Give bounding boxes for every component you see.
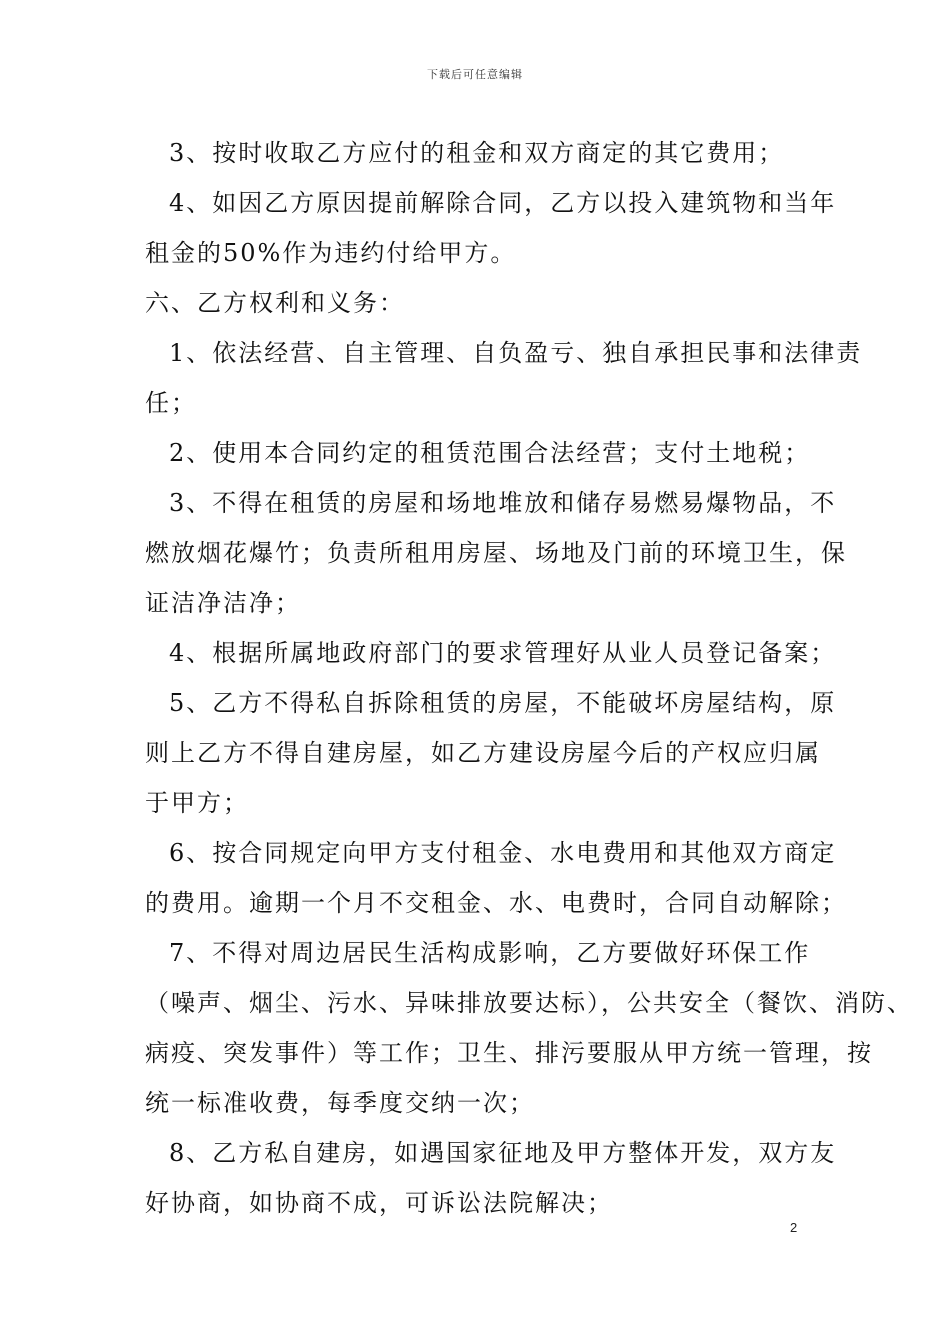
paragraph-line: 5、乙方不得私自拆除租赁的房屋，不能破坏房屋结构，原 bbox=[169, 689, 837, 717]
paragraph-line: 病疫、突发事件）等工作；卫生、排污要服从甲方统一管理，按 bbox=[145, 1039, 873, 1067]
paragraph-line: 好协商，如协商不成，可诉讼法院解决； bbox=[145, 1189, 613, 1217]
paragraph-line: 3、按时收取乙方应付的租金和双方商定的其它费用； bbox=[169, 139, 785, 167]
paragraph-line: 燃放烟花爆竹；负责所租用房屋、场地及门前的环境卫生，保 bbox=[145, 539, 847, 567]
paragraph-line: 8、乙方私自建房，如遇国家征地及甲方整体开发，双方友 bbox=[169, 1139, 837, 1167]
document-body bbox=[145, 128, 913, 1228]
paragraph-line: 统一标准收费，每季度交纳一次； bbox=[145, 1089, 535, 1117]
page-header: 下载后可任意编辑 bbox=[427, 68, 523, 81]
paragraph-line: 4、根据所属地政府部门的要求管理好从业人员登记备案； bbox=[169, 639, 837, 667]
page-number: 2 bbox=[790, 1220, 798, 1235]
paragraph-line: 于甲方； bbox=[145, 789, 249, 817]
paragraph-line: 6、按合同规定向甲方支付租金、水电费用和其他双方商定 bbox=[169, 839, 837, 867]
section-heading: 六、乙方权利和义务： bbox=[145, 289, 405, 317]
paragraph-line: 任； bbox=[145, 389, 197, 417]
paragraph-line: 1、依法经营、自主管理、自负盈亏、独自承担民事和法律责 bbox=[169, 339, 863, 367]
paragraph-line: 2、使用本合同约定的租赁范围合法经营；支付土地税； bbox=[169, 439, 811, 467]
paragraph-line: （噪声、烟尘、污水、异味排放要达标），公共安全（餐饮、消防、 bbox=[145, 989, 913, 1017]
paragraph-line: 证洁净洁净； bbox=[145, 589, 301, 617]
paragraph-line: 4、如因乙方原因提前解除合同，乙方以投入建筑物和当年 bbox=[169, 189, 837, 217]
paragraph-line: 租金的50%作为违约付给甲方。 bbox=[145, 239, 517, 267]
paragraph-line: 7、不得对周边居民生活构成影响，乙方要做好环保工作 bbox=[169, 939, 811, 967]
paragraph-line: 的费用。逾期一个月不交租金、水、电费时，合同自动解除； bbox=[145, 889, 847, 917]
paragraph-line: 则上乙方不得自建房屋，如乙方建设房屋今后的产权应归属 bbox=[145, 739, 821, 767]
paragraph-line: 3、不得在租赁的房屋和场地堆放和储存易燃易爆物品，不 bbox=[169, 489, 837, 517]
